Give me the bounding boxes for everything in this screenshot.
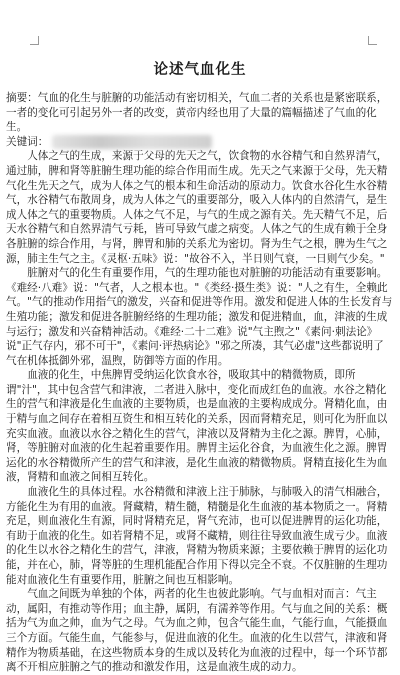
blurred-keywords: [52, 135, 212, 149]
paragraph-blood-generation: 血液的化生，中焦脾胃受纳运化饮食水谷，吸取其中的精微物质，即所谓"汁"，其中包含营气和津液，二者进入脉中，变化而成红色的血液。水谷之精化生的营气和津液是化生血液的主要物质，也是血液的主要构成成分。肾精化血，由于精与血之间存在着相互资生和相互转化的关系，因而肾精充足，则可化为肝血以充实血液。血液以水谷之精化生的营气，津液以及肾精为主化之源。脾胃，心肺，肾，等脏腑对血液的化生起着重要作用。脾胃主运化谷食，为血液生化之源。脾胃运化的水谷精微所产生的营气和津液，是化生血液的精微物质。肾精直接化生为血液，肾精和血液之间相互转化。: [6, 369, 388, 484]
paragraph-qi-function: 脏腑对气的化生有重要作用，气的生理功能也对脏腑的功能活动有重要影响。《难经·八难》说："气者，人之根本也。"《类经·摄生类》说："人之有生，全赖此气。"气的推动作用指气的激发，兴奋和促进等作用。激发和促进人体的生长发育与生殖功能；激发和促进各脏腑经络的生理功能；激发和促进精血，血，津液的生成与运行；激发和兴奋精神活动。《难经·二十二难》说"气主煦之"《素问·刺法论》说"正气存内，邪不可干"，《素问·评热病论》"邪之所凑，其气必虚"这些都说明了气在机体抵御外邪，温煦，防御等方面的作用。: [6, 267, 393, 367]
page-corner-mark: [368, 36, 377, 45]
paragraph-qi-generation: 人体之气的生成，来源于父母的先天之气，饮食物的水谷精气和自然界清气，通过肺，脾和肾等脏腑生理功能的综合作用而生成。先天之气来源于父母，先天精气化生先天之气，成为人体之气的根本和生命活动的原动力。饮食水谷化生水谷精气，水谷精气布散周身，成为人体之气的重要部分，吸入人体内的自然清气，是生成人体之气的重要物质。人体之气不足，与气的生成之源有关。先天精气不足，后天水谷精气和自然界清气亏耗，皆可导致气虚之病变。人体之气的生成有赖于全身各脏腑的综合作用，与肾，脾胃和肺的关系尤为密切。肾为生气之根，脾为生气之源，肺主生气之主。《灵枢·五味》说："故谷不入，半日则气衰，一日则气少矣。": [6, 150, 388, 265]
document-title: 论述气血化生: [153, 62, 247, 78]
document-body: [6, 58, 394, 675]
keywords-line: [6, 135, 394, 150]
abstract: 摘要：气血的化生与脏腑的功能活动有密切相关，气血二者的关系也是紧密联系，一者的变化可引起另外一者的改变，黄帝内经也用了大量的篇幅描述了气血的化生。: [6, 92, 388, 134]
paragraph-blood-process: 血液化生的具体过程。水谷精微和津液上注于肺脉，与肺吸入的清气相融合，方能化生为有用的血液。肾藏精，精生髓，精髓是化生血液的基本物质之一。肾精充足，则血液化生有源，同时肾精充足，肾气充沛，也可以促进脾胃的运化功能，有助于血液的化生。如若肾精不足，或肾不藏精，则往往导致血液生成亏少。血液的化生以水谷之精化生的营气，津液，肾精为物质来源；主要依赖于脾胃的运化功能，并在心，肺，肾等脏的生理机能配合作用下得以完全不衰。不仅脏腑的生理功能对血液化生有重要作用，脏腑之间也互相影响。: [6, 486, 388, 586]
page-corner-mark: [30, 36, 39, 45]
keywords-label: 关键词：: [6, 135, 49, 148]
paragraph-qi-blood-relation: 气血之间既为单独的个体，两者的化生也彼此影响。气与血相对而言：气主动，属阳，有推动等作用；血主静，属阴，有濡养等作用。气与血之间的关系：概括为气为血之帅，血为气之母。气为血之帅，包含气能生血，气能行血，气能摄血三个方面。气能生血，气能参与，促进血液的化生。血液的化生以营气，津液和肾精作为物质基础，在这些物质本身的生成以及转化为血液的过程中，每一个环节都离不开相应脏腑之气的推动和激发作用，这是血液生成的动力。: [6, 588, 388, 674]
